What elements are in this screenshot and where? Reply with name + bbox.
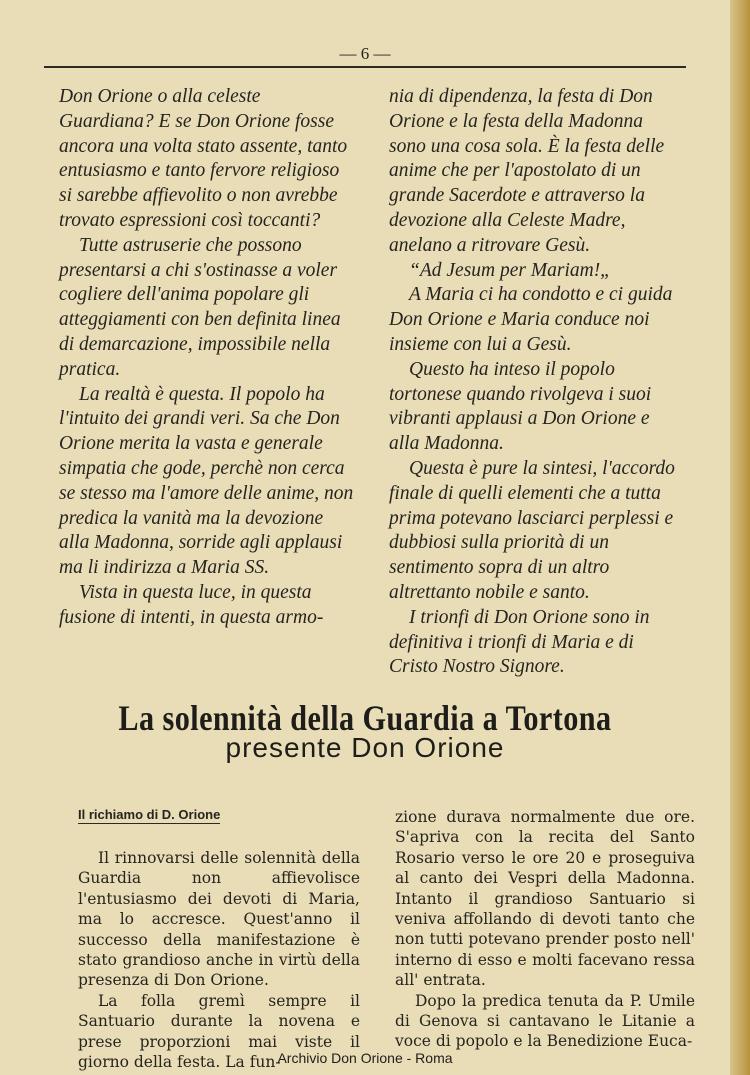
article2-right-column — [395, 807, 695, 1052]
article-subheadline: presente Don Orione — [225, 732, 505, 763]
paragraph: Il rinnovarsi delle solennità della Guardia non affievolisce l'entusiasmo dei devoti di Maria, ma lo accresce. Quest'anno il successo della manifestazione è stato grandioso anche in virtù della presenza di Don Orione. — [78, 849, 360, 990]
article-headline: La solennità della Guardia a Tortona — [118, 698, 612, 738]
paragraph: Dopo la predica tenuta da P. Umile di Genova si cantavano le Litanie a voce di popolo e la Benedizione Euca- — [395, 991, 695, 1051]
paragraph: La realtà è questa. Il popolo ha l'intuito dei grandi veri. Sa che Don Orione merita la vasta e generale simpatia che gode, perchè non cerca se stesso ma l'amore delle anime, non predica la vanità ma la devozione alla Madonna, sorride agli applausi ma li indirizza a Maria SS. — [59, 383, 354, 579]
section-heading: Il richiamo di D. Orione — [78, 807, 221, 822]
header-rule — [44, 66, 686, 68]
paragraph: zione durava normalmente due ore. S'apriva con la recita del Santo Rosario verso le ore 20 e proseguiva al canto dei Vespri della Madonna. Intanto il grandioso Santuario si veniva affollando di devoti tanto che non tutti potevano prender posto nell' interno di esso e molti facevano ressa all' entrata. — [395, 808, 695, 990]
paragraph: Vista in questa luce, in questa fusione di intenti, in questa armo- — [59, 581, 324, 628]
paragraph: La folla gremì sempre il Santuario durante la novena e prese proporzioni mai viste il giorno della festa. La fun- — [78, 991, 360, 1072]
page-edge — [730, 0, 750, 1075]
article1-left-column — [59, 85, 354, 631]
paragraph: “Ad Jesum per Mariam!„ — [409, 259, 612, 281]
paragraph: nia di dipendenza, la festa di Don Orione e la festa della Madonna sono una cosa sola. È la festa delle anime che per l'apostolato di un grande Sacerdote e attraverso la devozione alla Celeste Madre, anelano a ritrovare Gesù. — [389, 86, 665, 256]
article1-right-column — [389, 85, 684, 680]
paragraph: Don Orione o alla celeste Guardiana? E se Don Orione fosse ancora una volta stato assente, tanto entusiasmo e tanto fervore religioso si sarebbe affievolito o non avrebbe trovato espressioni così toccanti? — [59, 86, 348, 231]
paragraph: I trionfi di Don Orione sono in definitiva i trionfi di Maria e di Cristo Nostro Signore. — [389, 606, 650, 678]
paragraph: Tutte astruserie che possono presentarsi a chi s'ostinasse a voler cogliere dell'anima popolare gli atteggiamenti con ben definita linea di demarcazione, impossibile nella pratica. — [59, 234, 341, 380]
archive-footer: Archivio Don Orione - Roma — [277, 1050, 453, 1066]
paragraph: A Maria ci ha condotto e ci guida Don Orione e Maria conduce noi insieme con lui a Gesù. — [389, 284, 673, 355]
page-number: — 6 — — [339, 44, 391, 63]
paragraph: Questo ha inteso il popolo tortonese quando rivolgeva i suoi vibranti applausi a Don Orione e alla Madonna. — [389, 358, 652, 455]
article2-left-column — [78, 848, 360, 1072]
paragraph: Questa è pure la sintesi, l'accordo finale di quelli elementi che a tutta prima potevano lasciarci perplessi e dubbiosi sulla priorità di un sentimento sopra di un altro altrettanto nobile e santo. — [389, 457, 675, 603]
